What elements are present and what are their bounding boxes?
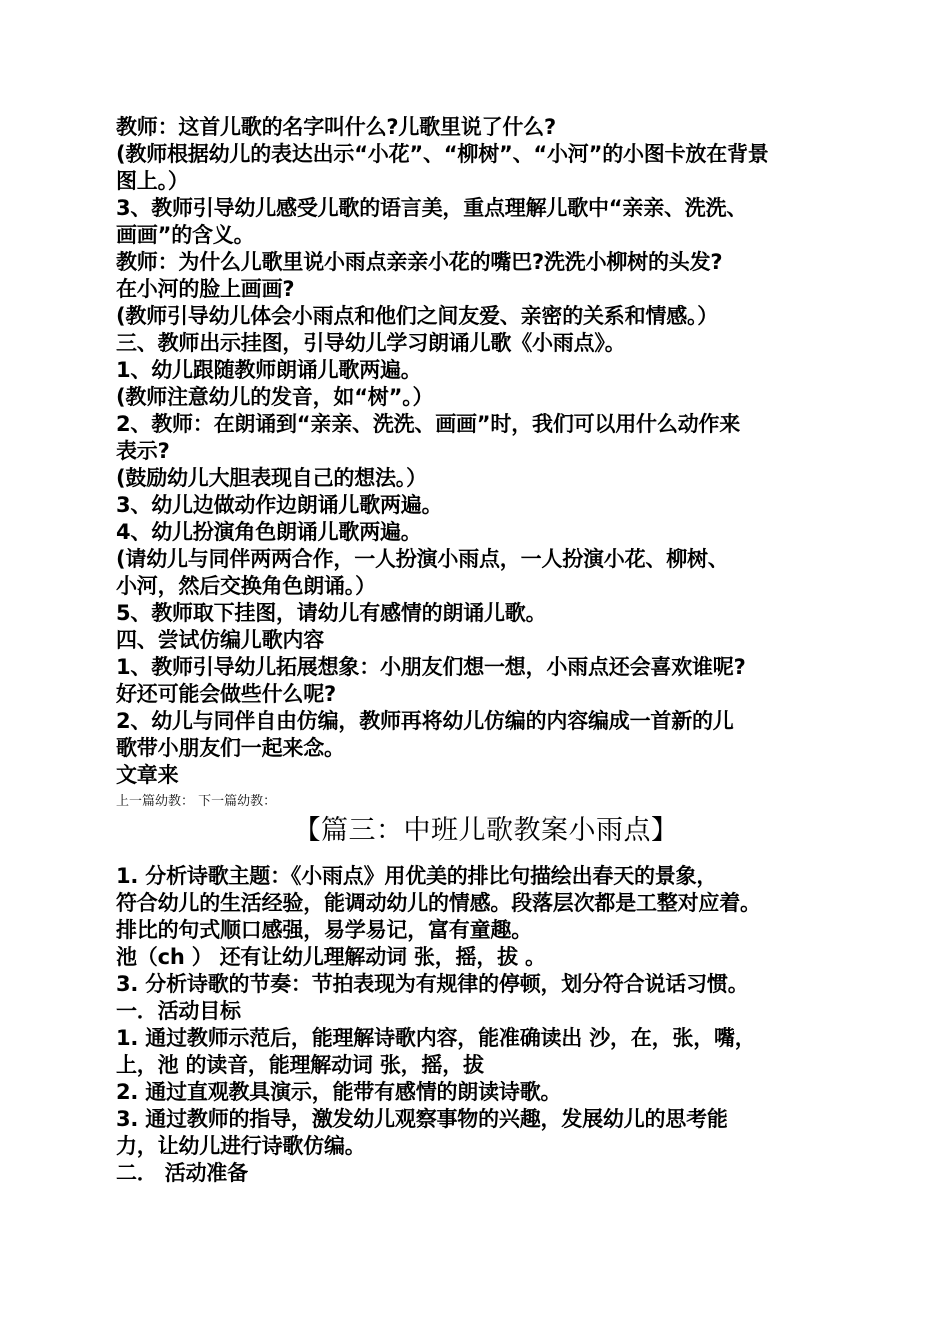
text-line: 1、教师引导幼儿拓展想象：小朋友们想一想，小雨点还会喜欢谁呢? <box>116 655 746 679</box>
text-line: 教师：这首儿歌的名字叫什么?儿歌里说了什么? <box>116 115 556 139</box>
document-page <box>116 114 856 1187</box>
text-line: 教师：为什么儿歌里说小雨点亲亲小花的嘴巴?洗洗小柳树的头发? <box>116 250 723 274</box>
text-line: 池（ch ） 还有让幼儿理解动词 张，摇，拔 。 <box>116 945 546 969</box>
text-line: 表示? <box>116 439 170 463</box>
text-line: 上，池 的读音，能理解动词 张，摇，拔 <box>116 1053 484 1077</box>
text-line: 排比的句式顺口感强，易学易记，富有童趣。 <box>116 918 532 942</box>
text-line: 符合幼儿的生活经验，能调动幼儿的情感。段落层次都是工整对应着。 <box>116 891 761 915</box>
text-line: 三、教师出示挂图，引导幼儿学习朗诵儿歌《小雨点》。 <box>116 331 626 355</box>
text-line: (教师注意幼儿的发音，如“树”。） <box>116 385 434 409</box>
text-line: 3. 分析诗歌的节奏：节拍表现为有规律的停顿，划分符合说话习惯。 <box>116 972 749 996</box>
lesson-text-part2 <box>116 863 856 1187</box>
text-line: 二． 活动准备 <box>116 1161 248 1185</box>
text-line: 一．活动目标 <box>116 999 241 1023</box>
article-navigation: 上一篇幼教： 下一篇幼教： <box>116 794 277 809</box>
text-line: 2. 通过直观教具演示，能带有感情的朗读诗歌。 <box>116 1080 562 1104</box>
text-line: 四、尝试仿编儿歌内容 <box>116 628 324 652</box>
text-line: 4、幼儿扮演角色朗诵儿歌两遍。 <box>116 520 422 544</box>
text-line: 3、教师引导幼儿感受儿歌的语言美，重点理解儿歌中“亲亲、洗洗、 <box>116 196 748 220</box>
text-line: 力，让幼儿进行诗歌仿编。 <box>116 1134 366 1158</box>
text-line: 1、幼儿跟随教师朗诵儿歌两遍。 <box>116 358 422 382</box>
text-line: 2、教师：在朗诵到“亲亲、洗洗、画画”时，我们可以用什么动作来 <box>116 412 741 436</box>
text-line: 文章来 <box>116 763 179 787</box>
text-line: 3. 通过教师的指导，激发幼儿观察事物的兴趣，发展幼儿的思考能 <box>116 1107 728 1131</box>
text-line: (鼓励幼儿大胆表现自己的想法。） <box>116 466 427 490</box>
text-line: 画画”的含义。 <box>116 223 255 247</box>
text-line: 3、幼儿边做动作边朗诵儿歌两遍。 <box>116 493 443 517</box>
text-line: 1. 通过教师示范后，能理解诗歌内容，能准确读出 沙，在，张，嘴， <box>116 1026 756 1050</box>
text-line: 5、教师取下挂图，请幼儿有感情的朗诵儿歌。 <box>116 601 547 625</box>
text-line: 图上。） <box>116 169 189 193</box>
text-line: (请幼儿与同伴两两合作，一人扮演小雨点，一人扮演小花、柳树、 <box>116 547 729 571</box>
section-title: 【篇三：中班儿歌教案小雨点】 <box>293 815 679 846</box>
text-line: 歌带小朋友们一起来念。 <box>116 736 345 760</box>
text-line: 好还可能会做些什么呢? <box>116 682 336 706</box>
text-line: 小河，然后交换角色朗诵。） <box>116 574 376 598</box>
text-line: 2、幼儿与同伴自由仿编，教师再将幼儿仿编的内容编成一首新的儿 <box>116 709 734 733</box>
text-line: 在小河的脸上画画? <box>116 277 295 301</box>
text-line: (教师根据幼儿的表达出示“小花”、“柳树”、“小河”的小图卡放在背景 <box>116 142 769 166</box>
text-line: 1. 分析诗歌主题：《小雨点》用优美的排比句描绘出春天的景象， <box>116 864 718 888</box>
lesson-text-part1 <box>116 114 856 789</box>
text-line: (教师引导幼儿体会小雨点和他们之间友爱、亲密的关系和情感。） <box>116 304 719 328</box>
